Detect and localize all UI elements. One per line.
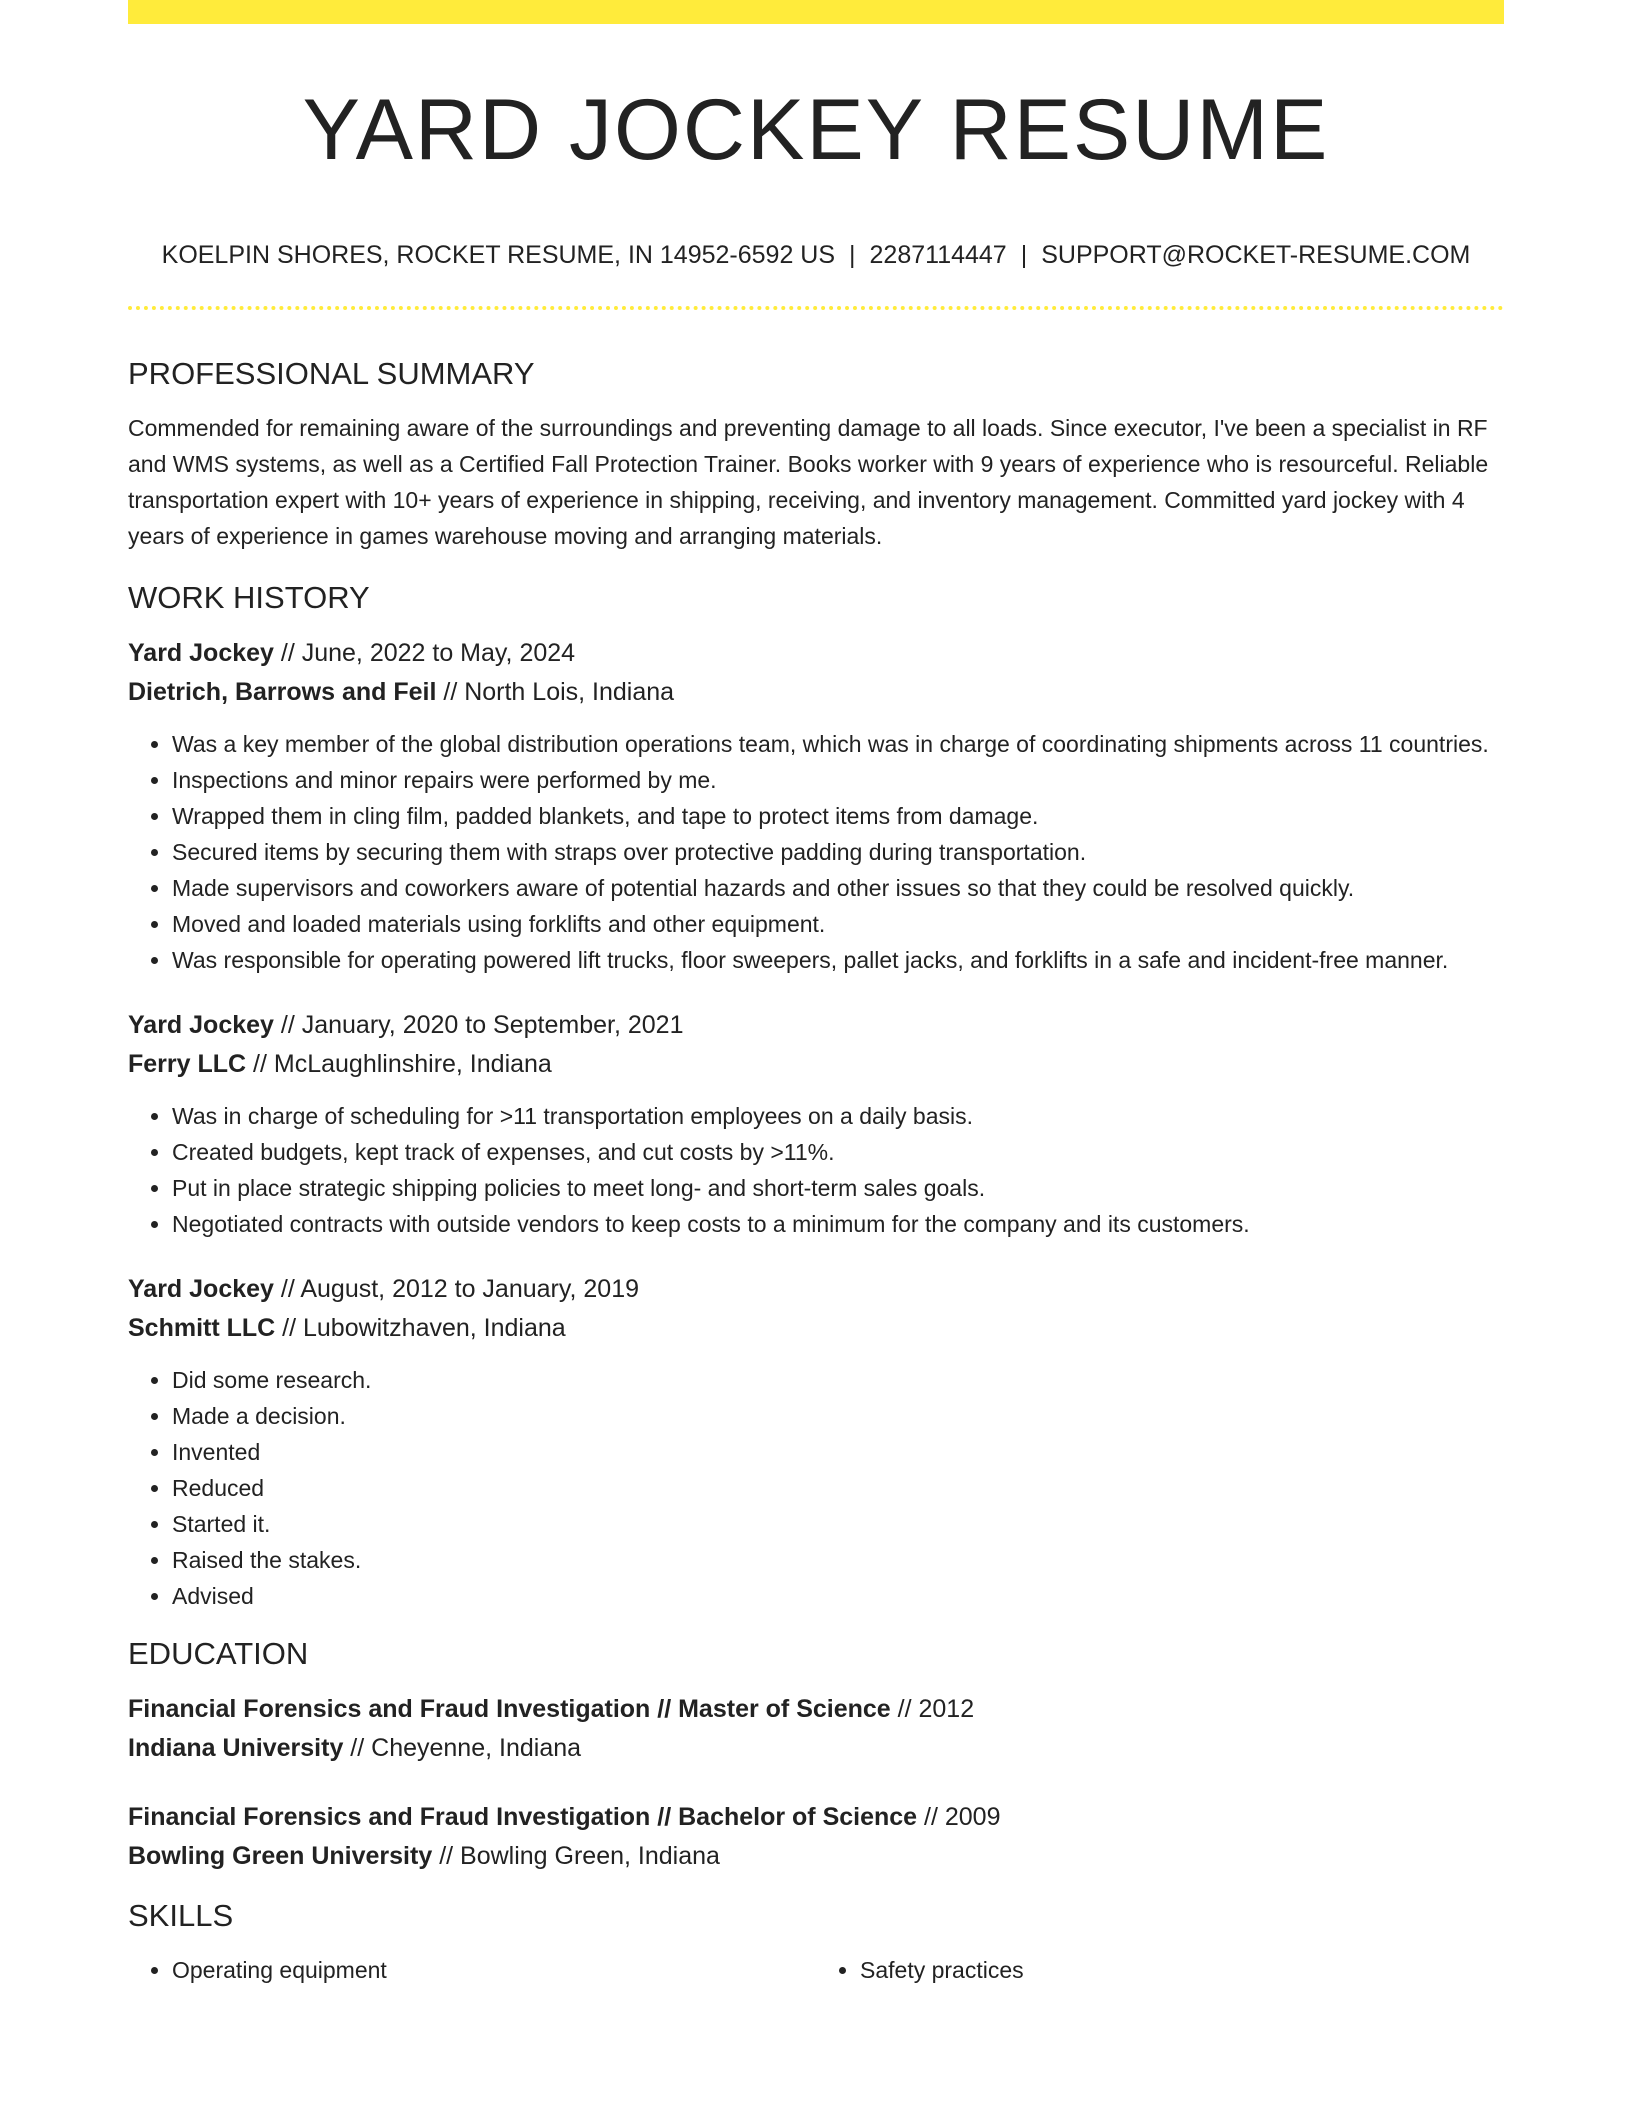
job-title-line [128,1006,1504,1045]
job-entry [128,634,1504,978]
job-title-line [128,634,1504,673]
job-bullet: • Negotiated contracts with outside vendors to keep costs to a minimum for the company and its customers. [172,1206,1504,1242]
education-school-line [128,1729,1504,1768]
job-dates: // June, 2022 to May, 2024 [273,639,576,667]
education-degree: Financial Forensics and Fraud Investigation // Bachelor of Science [128,1803,918,1831]
job-bullet: • Was responsible for operating powered lift trucks, floor sweepers, pallet jacks, and forklifts in a safe and incident-free manner. [172,942,1504,978]
job-title: Yard Jockey [128,1011,274,1039]
job-company-line [128,673,1504,712]
job-bullet-list [128,726,1504,978]
section-heading-education: EDUCATION [128,1636,309,1671]
job-company: Schmitt LLC [128,1314,276,1342]
job-bullet: • Did some research. [172,1362,1504,1398]
contact-separator: | [1020,241,1028,269]
job-company: Ferry LLC [128,1050,247,1078]
contact-email[interactable]: SUPPORT@ROCKET-RESUME.COM [1041,241,1471,269]
skills-list-right [816,1952,1504,1988]
job-entry [128,1270,1504,1614]
contact-phone: 2287114447 [869,241,1007,269]
education-entry [128,1690,1504,1768]
skill-item: • Safety practices [860,1952,1504,1988]
job-bullet: • Put in place strategic shipping policies to meet long- and short-term sales goals. [172,1170,1504,1206]
job-title: Yard Jockey [128,639,274,667]
job-dates: // January, 2020 to September, 2021 [273,1011,684,1039]
job-location: // McLaughlinshire, Indiana [246,1050,552,1078]
education-entry [128,1798,1504,1876]
education-year: // 2012 [890,1695,975,1723]
job-dates: // August, 2012 to January, 2019 [273,1275,640,1303]
job-bullet: • Raised the stakes. [172,1542,1504,1578]
job-bullet: • Inspections and minor repairs were performed by me. [172,762,1504,798]
job-bullet-list [128,1362,1504,1614]
education-degree-line [128,1690,1504,1729]
job-bullet: • Reduced [172,1470,1504,1506]
job-bullet: • Was a key member of the global distribution operations team, which was in charge of coordinating shipments across 11 countries. [172,726,1504,762]
job-bullet: • Made a decision. [172,1398,1504,1434]
job-company-line [128,1045,1504,1084]
dotted-divider [128,306,1504,310]
job-bullet: • Secured items by securing them with straps over protective padding during transportation. [172,834,1504,870]
education-school-line [128,1837,1504,1876]
education-school: Bowling Green University [128,1842,433,1870]
job-title: Yard Jockey [128,1275,274,1303]
job-bullet: • Moved and loaded materials using forklifts and other equipment. [172,906,1504,942]
job-title-line [128,1270,1504,1309]
education-degree-line [128,1798,1504,1837]
accent-top-bar [128,0,1504,24]
resume-title: YARD JOCKEY RESUME [302,82,1330,178]
education-school: Indiana University [128,1734,344,1762]
job-location: // Lubowitzhaven, Indiana [275,1314,566,1342]
job-bullet: • Created budgets, kept track of expenses, and cut costs by >11%. [172,1134,1504,1170]
job-bullet: • Advised [172,1578,1504,1614]
section-heading-skills: SKILLS [128,1898,234,1933]
skill-item: • Operating equipment [172,1952,816,1988]
contact-separator: | [849,241,856,269]
job-entry [128,1006,1504,1242]
job-company: Dietrich, Barrows and Feil [128,678,437,706]
job-bullet: • Was in charge of scheduling for >11 transportation employees on a daily basis. [172,1098,1504,1134]
resume-content [128,352,1504,1988]
skills-columns [128,1952,1504,1988]
education-year: // 2009 [917,1803,1001,1831]
skills-list-left [128,1952,816,1988]
job-bullet-list [128,1098,1504,1242]
contact-line [128,236,1504,274]
summary-text: Commended for remaining aware of the surroundings and preventing damage to all loads. Since executor, I've been a specialist in RF and WMS systems, as well as a Certified Fall Protection Trainer. Books worker with 9 years of experience who is resourceful. Reliable transportation expert with 10+ years of experience in shipping, receiving, and inventory management. Committed yard jockey with 4 years of experience in games warehouse moving and arranging materials. [128,415,1489,549]
contact-address: KOELPIN SHORES, ROCKET RESUME, IN 14952-6592 US [161,241,836,269]
section-heading-work-history: WORK HISTORY [128,580,370,615]
job-company-line [128,1309,1504,1348]
job-bullet: • Invented [172,1434,1504,1470]
education-degree: Financial Forensics and Fraud Investigation // Master of Science [128,1695,891,1723]
job-bullet: • Started it. [172,1506,1504,1542]
section-heading-summary: PROFESSIONAL SUMMARY [128,356,535,391]
education-location: // Cheyenne, Indiana [343,1734,582,1762]
job-bullet: • Wrapped them in cling film, padded blankets, and tape to protect items from damage. [172,798,1504,834]
job-location: // North Lois, Indiana [436,678,675,706]
job-bullet: • Made supervisors and coworkers aware of potential hazards and other issues so that they could be resolved quickly. [172,870,1504,906]
education-location: // Bowling Green, Indiana [432,1842,720,1870]
